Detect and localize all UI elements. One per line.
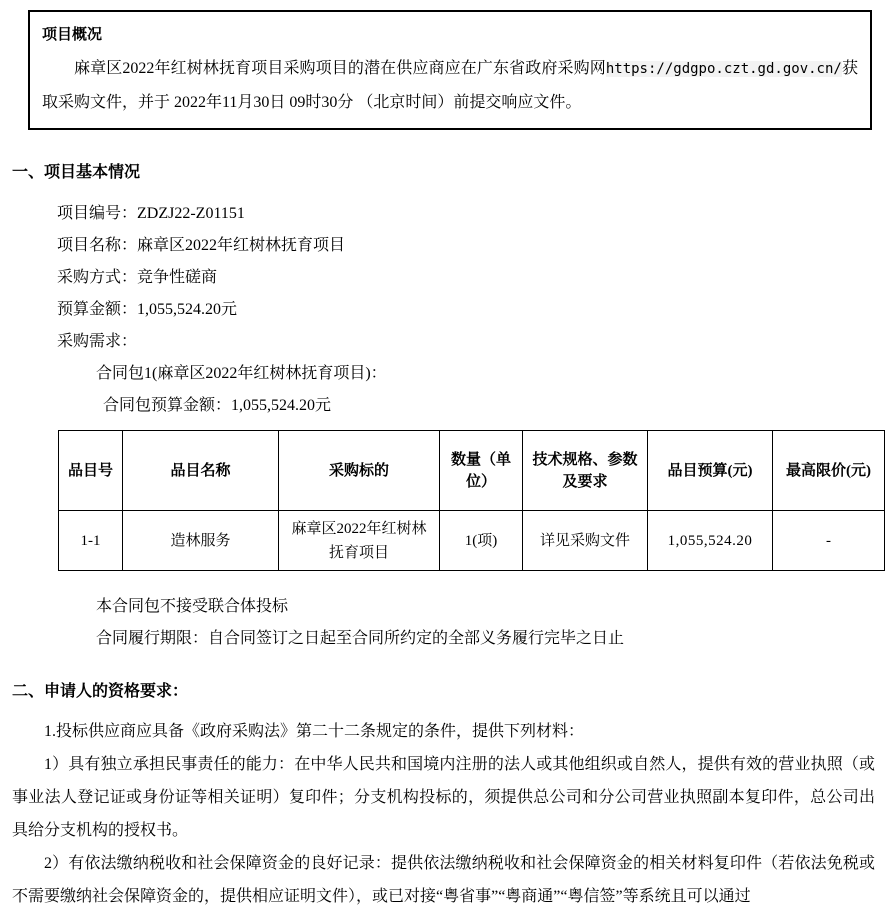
header-max-price: 最高限价(元)	[773, 431, 885, 511]
field-procurement-method	[57, 262, 887, 294]
field-project-number-value: ZDZJ22-Z01151	[137, 205, 245, 222]
items-table-row	[59, 511, 885, 571]
field-procurement-demand	[57, 326, 887, 358]
project-basic-info	[0, 198, 887, 422]
cell-item-name: 造林服务	[123, 511, 279, 571]
header-item-no: 品目号	[59, 431, 123, 511]
contract-notes	[0, 591, 887, 655]
qualification-paragraph-1: 1.投标供应商应具备《政府采购法》第二十二条规定的条件，提供下列材料：	[44, 723, 585, 740]
field-project-name-value: 麻章区2022年红树林抚育项目	[137, 237, 346, 254]
items-table	[58, 430, 885, 571]
qualification-paragraph-3: 2）有依法缴纳税收和社会保障资金的良好记录：提供依法缴纳税收和社会保障资金的相关材料复印件（若依法免税或不需要缴纳社会保障资金的，提供相应证明文件），或已对接“粤省事”“粤商通”“粤信签”等系统且可以通过	[12, 855, 875, 905]
qualification-requirements	[12, 715, 875, 913]
header-item-budget: 品目预算(元)	[648, 431, 773, 511]
field-budget-amount	[57, 294, 887, 326]
cell-item-no: 1-1	[59, 511, 123, 571]
contract-package-line: 合同包1(麻章区2022年红树林抚育项目)：	[96, 365, 387, 382]
header-quantity-unit: 数量（单位）	[440, 431, 523, 511]
field-budget-amount-value: 1,055,524.20元	[137, 301, 238, 318]
cell-specs-requirements: 详见采购文件	[523, 511, 648, 571]
overview-text-after-url: 获取采购文件，并于 2022年11月30日 09时30分 （北京时间）前提交响应文件。	[42, 60, 858, 111]
section-1-heading: 一、项目基本情况	[12, 164, 141, 181]
field-procurement-method-value: 竞争性磋商	[137, 269, 218, 286]
contract-budget-label: 合同包预算金额：	[103, 397, 232, 414]
procurement-site-link[interactable]: https://gdgpo.czt.gd.gov.cn/	[605, 61, 842, 77]
cell-procurement-target: 麻章区2022年红树林抚育项目	[279, 511, 440, 571]
header-procurement-target: 采购标的	[279, 431, 440, 511]
section-2-heading: 二、申请人的资格要求：	[12, 683, 189, 700]
field-project-number	[57, 198, 887, 230]
field-project-number-label: 项目编号：	[57, 205, 138, 222]
cell-max-price: -	[773, 511, 885, 571]
note-no-consortium: 本合同包不接受联合体投标	[96, 598, 289, 615]
field-budget-amount-label: 预算金额：	[57, 301, 138, 318]
cell-item-budget: 1,055,524.20	[648, 511, 773, 571]
contract-budget-value: 1,055,524.20元	[231, 397, 332, 414]
project-overview-title: 项目概况	[42, 27, 103, 43]
contract-budget-line	[103, 390, 887, 422]
project-overview-panel	[28, 10, 872, 130]
field-project-name-label: 项目名称：	[57, 237, 138, 254]
overview-text-before-url: 麻章区2022年红树林抚育项目采购项目的潜在供应商应在广东省政府采购网	[74, 60, 606, 77]
note-contract-period: 合同履行期限：自合同签订之日起至合同所约定的全部义务履行完毕之日止	[96, 630, 625, 647]
header-item-name: 品目名称	[123, 431, 279, 511]
field-project-name	[57, 230, 887, 262]
qualification-paragraph-2: 1）具有独立承担民事责任的能力：在中华人民共和国境内注册的法人或其他组织或自然人，提供有效的营业执照（或事业法人登记证或身份证等相关证明）复印件；分支机构投标的，须提供总公司和分公司营业执照副本复印件，总公司出具给分支机构的授权书。	[12, 756, 875, 839]
field-procurement-method-label: 采购方式：	[57, 269, 138, 286]
header-specs-requirements: 技术规格、参数及要求	[523, 431, 648, 511]
project-overview-text	[42, 52, 858, 120]
cell-quantity-unit: 1(项)	[440, 511, 523, 571]
field-procurement-demand-label: 采购需求：	[57, 333, 138, 350]
items-table-header-row	[59, 431, 885, 511]
